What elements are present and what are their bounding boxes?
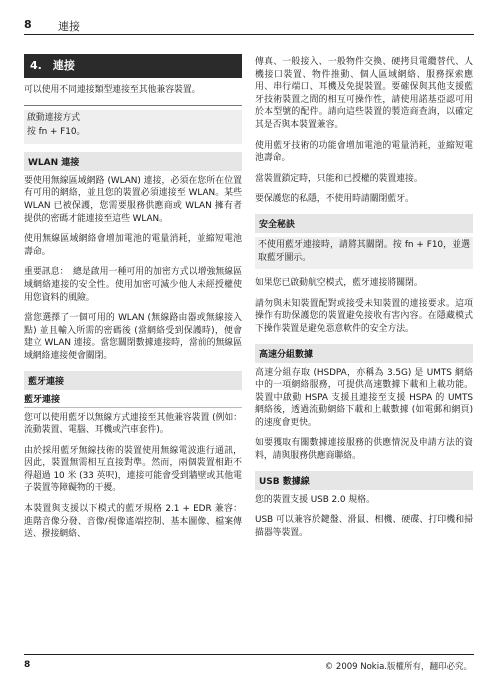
- chapter-intro: 可以使用不同連接類型連接至其他兼容裝置。: [24, 85, 201, 95]
- security-tip-box: [255, 237, 473, 269]
- footer-page-number: 8: [24, 660, 31, 670]
- wlan-paragraph-1: 要使用無線區域網路 (WLAN) 連接，必須在您所在位置有可用的網絡，並且您的裝置必須連接至 WLAN。某些 WLAN 已被保護，您需要服務供應商或 WLAN 擁有者提供的密碼才能連接至這些 WLAN。: [24, 175, 242, 224]
- left-column: [24, 54, 242, 549]
- right-column: [255, 56, 473, 547]
- bluetooth-paragraph-2: 由於採用藍牙無線技術的裝置使用無線電波進行通訊，因此，裝置無需相互直接對準。然而，兩個裝置相距不得超過 10 米 (33 英呎)，連接可能會受到牆壁或其他電子裝置等障礙物的干擾。: [24, 445, 242, 494]
- security-tip-text: 不使用藍牙連接時，請將其關閉。按 fn + F10，並選取藍牙圖示。: [258, 239, 470, 263]
- tip-box: [24, 110, 242, 144]
- usb-paragraph-2: USB 可以兼容於鍵盤、滑鼠、相機、硬碟、打印機和掃描器等裝置。: [255, 515, 473, 538]
- bluetooth-paragraph-3: 本裝置與支援以下模式的藍牙規格 2.1 + EDR 兼容：進階音像分發、音像/視像遙端控制、基本圖像、檔案傳送、撥接網絡、: [24, 504, 242, 540]
- footer-divider: [24, 654, 474, 655]
- header-page-number: 8: [24, 18, 32, 31]
- section-heading-wlan: WLAN 連接: [24, 152, 242, 171]
- tip-divider: [24, 105, 242, 106]
- wlan-paragraph-2: 使用無線區域網絡會增加電池的電量消耗，並縮短電池壽命。: [24, 234, 242, 257]
- usb-paragraph-1: 您的裝置支援 USB 2.0 規格。: [255, 494, 375, 505]
- tip-text: 按 fn + F10。: [27, 127, 86, 138]
- bluetooth-paragraph-1: 您可以使用藍牙以無線方式連接至其他兼容裝置 (例如：流動裝置、電腦、耳機或汽車套件)。: [24, 412, 242, 436]
- bluetooth-locked-note: 當裝置鎖定時，只能和已授權的裝置連接。: [255, 173, 423, 184]
- subsection-heading-bluetooth: 藍牙連接: [24, 390, 242, 408]
- airplane-mode-note: 如果您已啟動航空模式，藍牙連接將關閉。: [255, 278, 423, 289]
- tip-title: 啟動連接方式: [27, 112, 80, 123]
- section-heading-usb: USB 數據線: [255, 471, 473, 490]
- footer-copyright: © 2009 Nokia.版權所有，翻印必究。: [324, 662, 472, 672]
- pairing-warning: 請勿與未知裝置配對或接受未知裝置的連接要求。這項操作有助保護您的裝置避免接收有害內容。在隱藏模式下操作裝置是避免惡意軟件的安全方法。: [255, 298, 473, 334]
- hspa-paragraph-2: 如要獲取有關數據連接服務的供應情況及申請方法的資料，請與服務供應商聯絡。: [255, 438, 473, 462]
- chapter-title: 4. 連接: [24, 54, 242, 78]
- section-heading-hspa: 高速分組數據: [255, 344, 473, 363]
- header-title: 連接: [58, 20, 80, 33]
- wlan-paragraph-4: 當您選擇了一個可用的 WLAN (無線路由器或無線接入點) 並且輸入所需的密碼後 (當網絡受到保護時)，便會建立 WLAN 連接。當您關閉數據連接時，當前的無線區域網絡連接便會關閉。: [24, 313, 242, 361]
- bluetooth-privacy-note: 要保護您的私隱，不使用時請關閉藍牙。: [255, 194, 414, 205]
- wlan-important-note: 重要訊息： 總是啟用一種可用的加密方式以增強無線區域網絡連接的安全性。使用加密可減少他人未經授權使用您資料的風險。: [24, 267, 242, 303]
- security-tip-heading: 安全秘訣: [255, 214, 473, 233]
- bluetooth-battery-note: 使用藍牙技術的功能會增加電池的電量消耗，並縮短電池壽命。: [255, 140, 473, 164]
- bluetooth-profiles-paragraph: 傳真、一般接入、一般物件交換、硬拷貝電纜替代、人機接口裝置、物件推動、個人區域網絡、服務探索應用、串行端口、耳機及免提裝置。要確保與其他支援藍牙技術裝置之間的相互可操作性，請使用諾基亞認可用於本型號的配件。請向這些裝置的製造商查詢，以確定其是否與本裝置兼容。: [255, 57, 473, 130]
- header-divider: [24, 34, 474, 35]
- hspa-paragraph-1: 高速分組存取 (HSDPA，亦稱為 3.5G) 是 UMTS 網絡中的一項網絡服務，可提供高速數據下載和上載功能。裝置中啟動 HSPA 支援且連接至支援 HSPA 的 UMTS 網絡後，透過流動網絡下載和上載數據 (如電郵和網頁) 的速度會更快。: [255, 367, 473, 428]
- section-heading-bluetooth: 藍牙連接: [24, 371, 242, 390]
